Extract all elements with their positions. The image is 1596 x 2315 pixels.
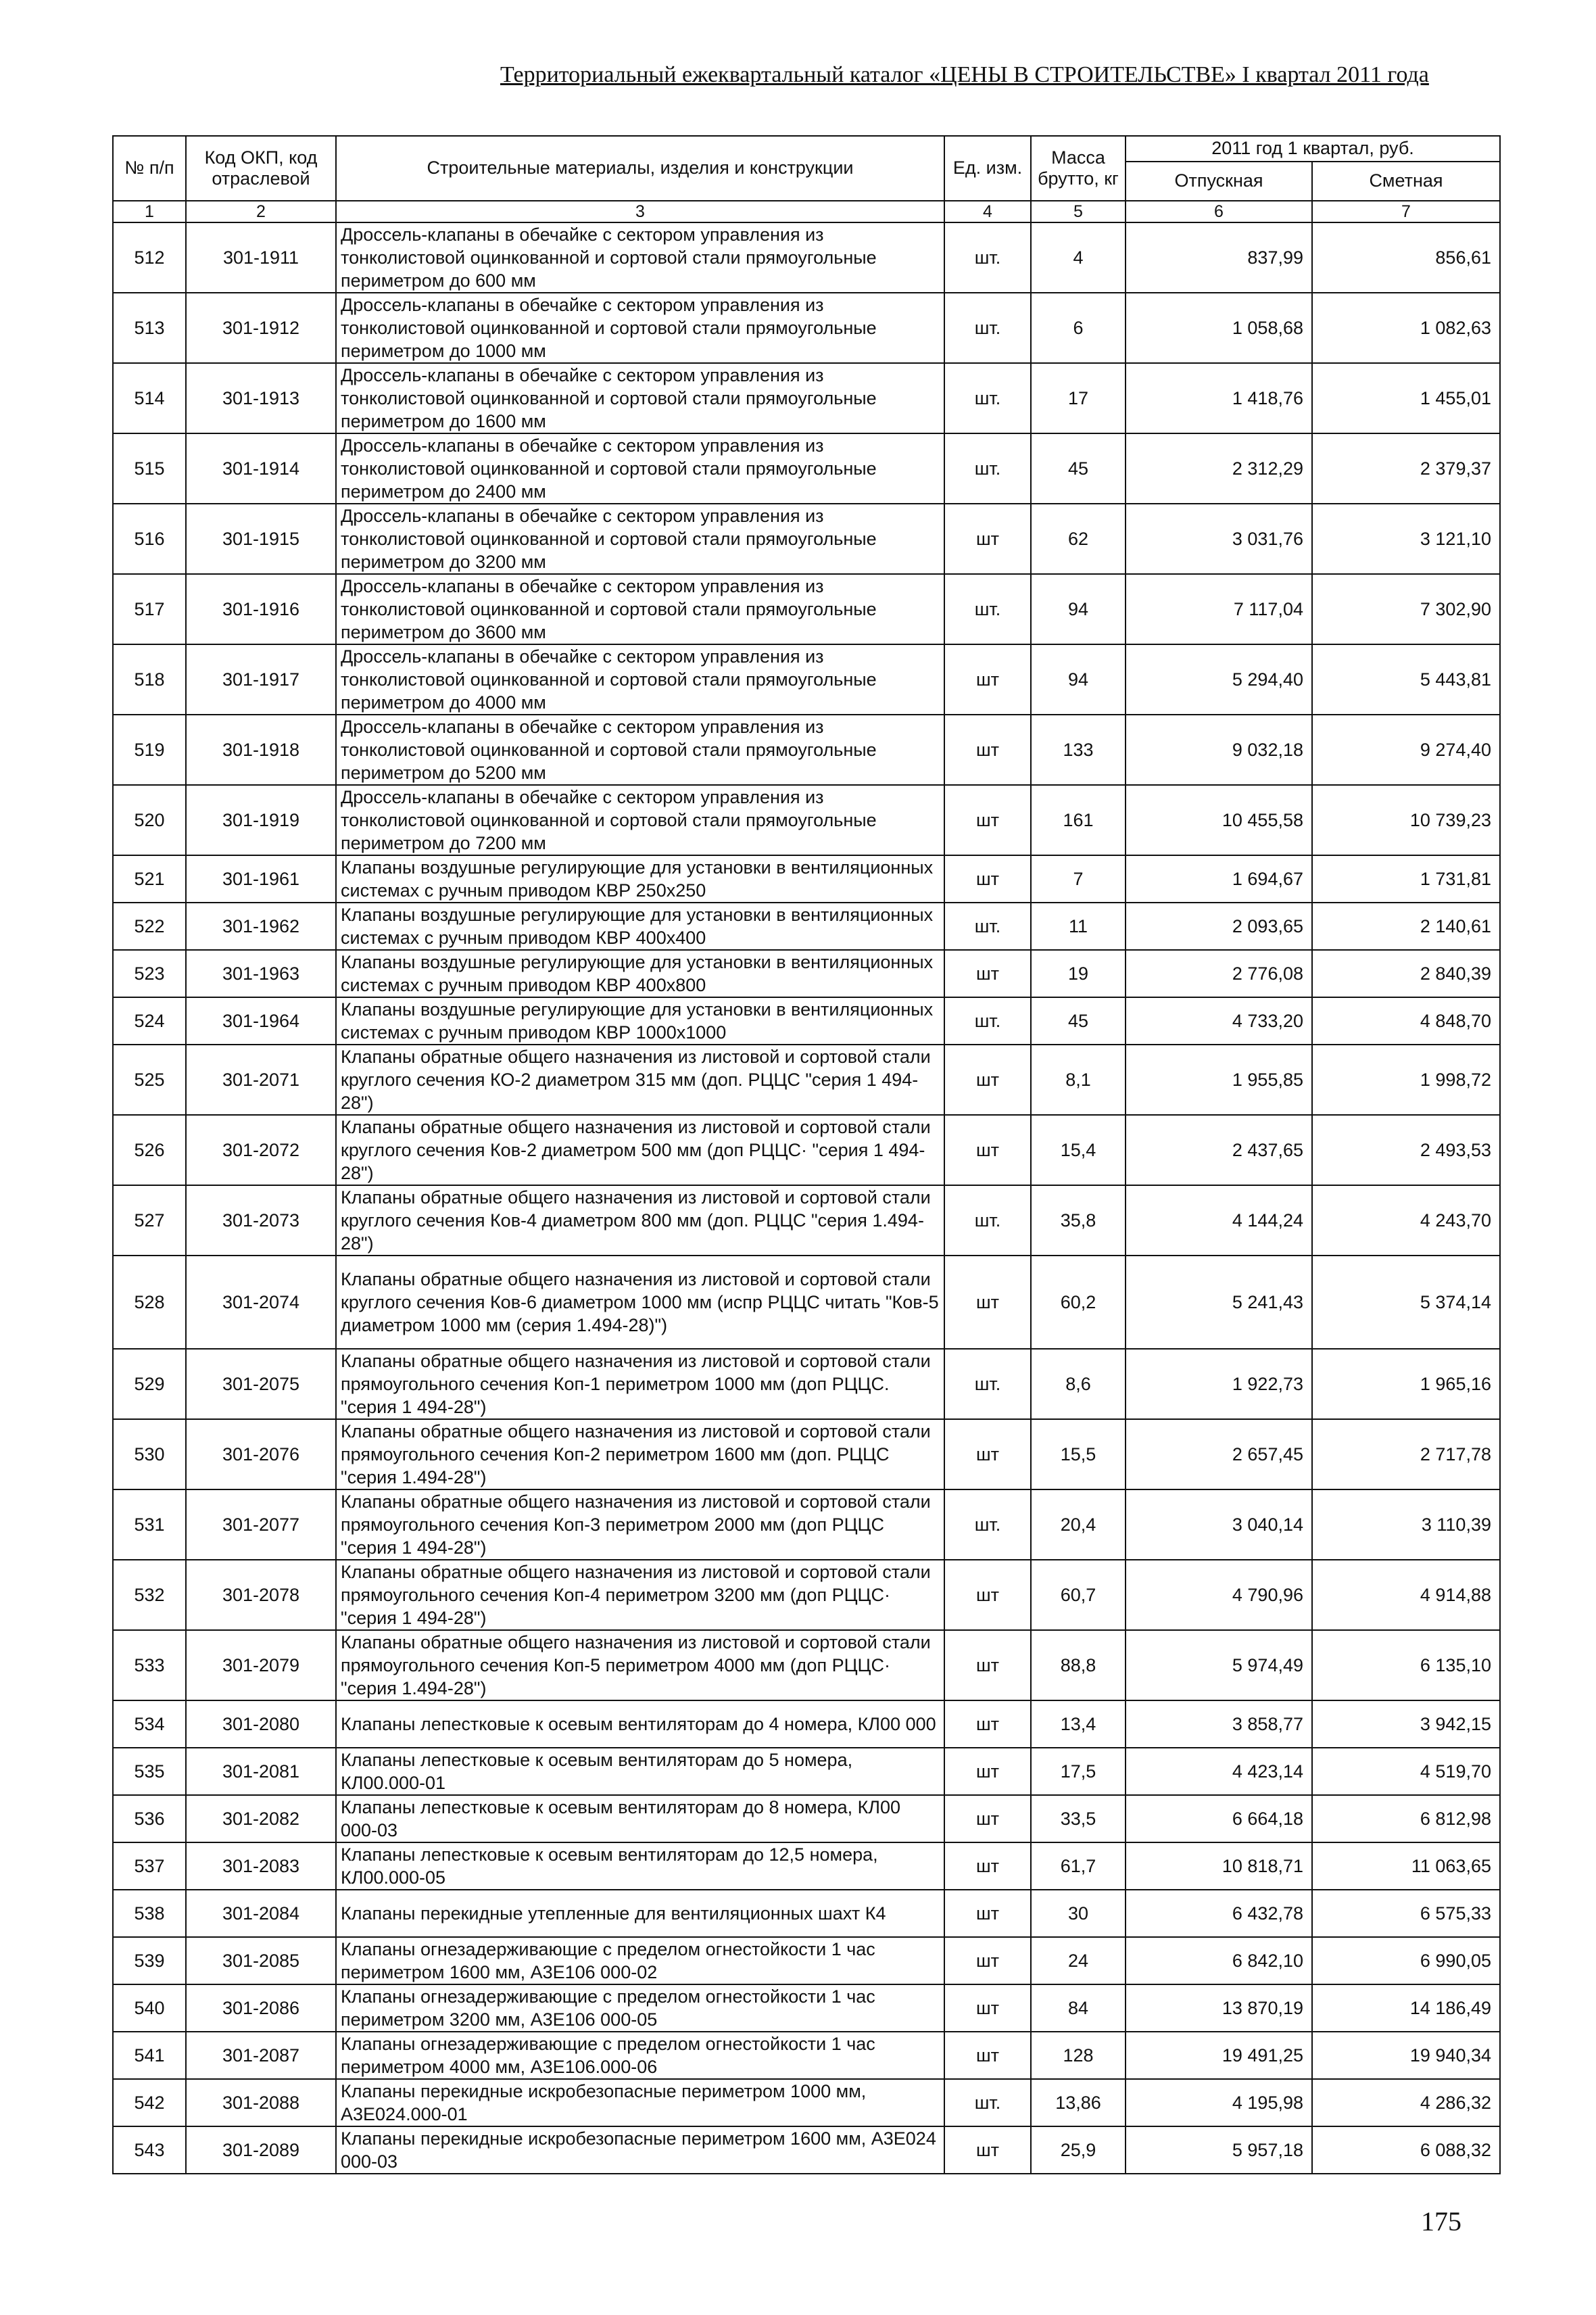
row-number: 532 bbox=[113, 1560, 186, 1630]
release-price: 3 031,76 bbox=[1126, 504, 1312, 574]
unit-of-measure: шт bbox=[944, 2032, 1031, 2079]
estimate-price: 1 731,81 bbox=[1312, 855, 1500, 903]
gross-mass: 7 bbox=[1031, 855, 1126, 903]
table-row bbox=[113, 644, 1500, 715]
table-row bbox=[113, 222, 1500, 293]
gross-mass: 61,7 bbox=[1031, 1842, 1126, 1890]
unit-of-measure: шт bbox=[944, 1630, 1031, 1700]
row-number: 531 bbox=[113, 1489, 186, 1560]
unit-of-measure: шт bbox=[944, 1700, 1031, 1748]
gross-mass: 128 bbox=[1031, 2032, 1126, 2079]
estimate-price: 2 717,78 bbox=[1312, 1419, 1500, 1489]
row-number: 512 bbox=[113, 222, 186, 293]
gross-mass: 19 bbox=[1031, 950, 1126, 997]
unit-of-measure: шт bbox=[944, 1937, 1031, 1984]
release-price: 2 776,08 bbox=[1126, 950, 1312, 997]
column-number: 1 bbox=[113, 201, 186, 222]
estimate-price: 4 519,70 bbox=[1312, 1748, 1500, 1795]
table-row bbox=[113, 1748, 1500, 1795]
okp-code: 301-1914 bbox=[186, 433, 336, 504]
col-header-code: Код ОКП, код отраслевой bbox=[186, 136, 336, 201]
unit-of-measure: шт. bbox=[944, 997, 1031, 1045]
gross-mass: 30 bbox=[1031, 1890, 1126, 1937]
gross-mass: 133 bbox=[1031, 715, 1126, 785]
material-name: Клапаны воздушные регулирующие для установки в вентиляционных системах с ручным приводом КВР 250х250 bbox=[336, 855, 944, 903]
table-row bbox=[113, 1349, 1500, 1419]
table-row bbox=[113, 1185, 1500, 1256]
unit-of-measure: шт. bbox=[944, 363, 1031, 433]
okp-code: 301-1916 bbox=[186, 574, 336, 644]
estimate-price: 11 063,65 bbox=[1312, 1842, 1500, 1890]
row-number: 533 bbox=[113, 1630, 186, 1700]
unit-of-measure: шт bbox=[944, 950, 1031, 997]
column-number: 7 bbox=[1312, 201, 1500, 222]
release-price: 6 432,78 bbox=[1126, 1890, 1312, 1937]
material-name: Клапаны лепестковые к осевым вентиляторам до 5 номера, КЛ00.000-01 bbox=[336, 1748, 944, 1795]
table-row bbox=[113, 1937, 1500, 1984]
row-number: 529 bbox=[113, 1349, 186, 1419]
row-number: 530 bbox=[113, 1419, 186, 1489]
okp-code: 301-2089 bbox=[186, 2126, 336, 2174]
material-name: Клапаны обратные общего назначения из листовой и сортовой стали круглого сечения КО-2 диаметром 315 мм (доп. РЦЦС "серия 1 494-28") bbox=[336, 1045, 944, 1115]
column-number: 5 bbox=[1031, 201, 1126, 222]
catalog-header: Территориальный ежеквартальный каталог «ЦЕНЫ В СТРОИТЕЛЬСТВЕ» I квартал 2011 года bbox=[500, 62, 1429, 87]
release-price: 2 093,65 bbox=[1126, 903, 1312, 950]
release-price: 6 842,10 bbox=[1126, 1937, 1312, 1984]
estimate-price: 6 812,98 bbox=[1312, 1795, 1500, 1842]
col-header-unit: Ед. изм. bbox=[944, 136, 1031, 201]
material-name: Клапаны огнезадерживающие с пределом огнестойкости 1 час периметром 1600 мм, А3Е106 000-02 bbox=[336, 1937, 944, 1984]
unit-of-measure: шт bbox=[944, 1984, 1031, 2032]
unit-of-measure: шт. bbox=[944, 574, 1031, 644]
table-row bbox=[113, 1842, 1500, 1890]
table-row bbox=[113, 2079, 1500, 2126]
estimate-price: 6 135,10 bbox=[1312, 1630, 1500, 1700]
estimate-price: 3 110,39 bbox=[1312, 1489, 1500, 1560]
table-row bbox=[113, 903, 1500, 950]
unit-of-measure: шт. bbox=[944, 1185, 1031, 1256]
okp-code: 301-2074 bbox=[186, 1256, 336, 1349]
unit-of-measure: шт bbox=[944, 785, 1031, 855]
table-body bbox=[113, 222, 1500, 2174]
unit-of-measure: шт bbox=[944, 1045, 1031, 1115]
okp-code: 301-2084 bbox=[186, 1890, 336, 1937]
row-number: 520 bbox=[113, 785, 186, 855]
table-row bbox=[113, 433, 1500, 504]
estimate-price: 2 493,53 bbox=[1312, 1115, 1500, 1185]
gross-mass: 13,86 bbox=[1031, 2079, 1126, 2126]
okp-code: 301-1917 bbox=[186, 644, 336, 715]
table-row bbox=[113, 1700, 1500, 1748]
table-row bbox=[113, 855, 1500, 903]
material-name: Клапаны перекидные искробезопасные периметром 1600 мм, А3Е024 000-03 bbox=[336, 2126, 944, 2174]
row-number: 535 bbox=[113, 1748, 186, 1795]
gross-mass: 11 bbox=[1031, 903, 1126, 950]
estimate-price: 2 840,39 bbox=[1312, 950, 1500, 997]
row-number: 517 bbox=[113, 574, 186, 644]
release-price: 9 032,18 bbox=[1126, 715, 1312, 785]
okp-code: 301-1962 bbox=[186, 903, 336, 950]
table-row bbox=[113, 715, 1500, 785]
estimate-price: 5 443,81 bbox=[1312, 644, 1500, 715]
unit-of-measure: шт. bbox=[944, 293, 1031, 363]
gross-mass: 15,4 bbox=[1031, 1115, 1126, 1185]
material-name: Клапаны обратные общего назначения из листовой и сортовой стали круглого сечения Ков-4 диаметром 800 мм (доп. РЦЦС "серия 1.494-28") bbox=[336, 1185, 944, 1256]
table-row bbox=[113, 2126, 1500, 2174]
table-row bbox=[113, 293, 1500, 363]
table-row bbox=[113, 1795, 1500, 1842]
release-price: 2 437,65 bbox=[1126, 1115, 1312, 1185]
release-price: 837,99 bbox=[1126, 222, 1312, 293]
gross-mass: 17,5 bbox=[1031, 1748, 1126, 1795]
okp-code: 301-1911 bbox=[186, 222, 336, 293]
table-row bbox=[113, 2032, 1500, 2079]
row-number: 514 bbox=[113, 363, 186, 433]
material-name: Дроссель-клапаны в обечайке с сектором управления из тонколистовой оцинкованной и сортовой стали прямоугольные периметром до 1600 мм bbox=[336, 363, 944, 433]
estimate-price: 19 940,34 bbox=[1312, 2032, 1500, 2079]
release-price: 2 312,29 bbox=[1126, 433, 1312, 504]
release-price: 10 818,71 bbox=[1126, 1842, 1312, 1890]
row-number: 543 bbox=[113, 2126, 186, 2174]
gross-mass: 8,1 bbox=[1031, 1045, 1126, 1115]
row-number: 536 bbox=[113, 1795, 186, 1842]
material-name: Дроссель-клапаны в обечайке с сектором управления из тонколистовой оцинкованной и сортовой стали прямоугольные периметром до 5200 мм bbox=[336, 715, 944, 785]
material-name: Дроссель-клапаны в обечайке с сектором управления из тонколистовой оцинкованной и сортовой стали прямоугольные периметром до 4000 мм bbox=[336, 644, 944, 715]
col-header-estimate: Сметная bbox=[1312, 162, 1500, 201]
row-number: 521 bbox=[113, 855, 186, 903]
gross-mass: 17 bbox=[1031, 363, 1126, 433]
estimate-price: 1 965,16 bbox=[1312, 1349, 1500, 1419]
gross-mass: 94 bbox=[1031, 574, 1126, 644]
material-name: Клапаны перекидные искробезопасные периметром 1000 мм, А3Е024.000-01 bbox=[336, 2079, 944, 2126]
unit-of-measure: шт bbox=[944, 855, 1031, 903]
release-price: 4 144,24 bbox=[1126, 1185, 1312, 1256]
table-row bbox=[113, 574, 1500, 644]
okp-code: 301-2080 bbox=[186, 1700, 336, 1748]
unit-of-measure: шт bbox=[944, 1795, 1031, 1842]
price-table bbox=[112, 135, 1501, 2174]
material-name: Клапаны обратные общего назначения из листовой и сортовой стали прямоугольного сечения Коп-3 периметром 2000 мм (доп РЦЦС "серия 1 494-28") bbox=[336, 1489, 944, 1560]
material-name: Клапаны воздушные регулирующие для установки в вентиляционных системах с ручным приводом КВР 1000х1000 bbox=[336, 997, 944, 1045]
estimate-price: 6 088,32 bbox=[1312, 2126, 1500, 2174]
okp-code: 301-2076 bbox=[186, 1419, 336, 1489]
row-number: 513 bbox=[113, 293, 186, 363]
row-number: 528 bbox=[113, 1256, 186, 1349]
release-price: 1 418,76 bbox=[1126, 363, 1312, 433]
col-header-period: 2011 год 1 квартал, руб. bbox=[1126, 136, 1500, 162]
column-number: 4 bbox=[944, 201, 1031, 222]
gross-mass: 94 bbox=[1031, 644, 1126, 715]
column-number: 3 bbox=[336, 201, 944, 222]
release-price: 1 058,68 bbox=[1126, 293, 1312, 363]
table-row bbox=[113, 1115, 1500, 1185]
okp-code: 301-2079 bbox=[186, 1630, 336, 1700]
column-number: 2 bbox=[186, 201, 336, 222]
okp-code: 301-2081 bbox=[186, 1748, 336, 1795]
release-price: 3 858,77 bbox=[1126, 1700, 1312, 1748]
material-name: Клапаны обратные общего назначения из листовой и сортовой стали круглого сечения Ков-6 диаметром 1000 мм (испр РЦЦС читать "Ков-5 диаметром 1000 мм (серия 1.494-28)") bbox=[336, 1256, 944, 1349]
unit-of-measure: шт bbox=[944, 1560, 1031, 1630]
column-number-row bbox=[113, 201, 1500, 222]
release-price: 1 955,85 bbox=[1126, 1045, 1312, 1115]
okp-code: 301-1918 bbox=[186, 715, 336, 785]
estimate-price: 4 286,32 bbox=[1312, 2079, 1500, 2126]
okp-code: 301-2086 bbox=[186, 1984, 336, 2032]
gross-mass: 20,4 bbox=[1031, 1489, 1126, 1560]
table-row bbox=[113, 1256, 1500, 1349]
material-name: Клапаны перекидные утепленные для вентиляционных шахт К4 bbox=[336, 1890, 944, 1937]
gross-mass: 25,9 bbox=[1031, 2126, 1126, 2174]
gross-mass: 6 bbox=[1031, 293, 1126, 363]
release-price: 1 694,67 bbox=[1126, 855, 1312, 903]
material-name: Клапаны обратные общего назначения из листовой и сортовой стали прямоугольного сечения Коп-2 периметром 1600 мм (доп. РЦЦС "серия 1.494-28") bbox=[336, 1419, 944, 1489]
estimate-price: 3 942,15 bbox=[1312, 1700, 1500, 1748]
col-header-num: № п/п bbox=[113, 136, 186, 201]
col-header-mass: Масса брутто, кг bbox=[1031, 136, 1126, 201]
column-number: 6 bbox=[1126, 201, 1312, 222]
unit-of-measure: шт bbox=[944, 1419, 1031, 1489]
page-number: 175 bbox=[1421, 2206, 1461, 2237]
table-row bbox=[113, 504, 1500, 574]
col-header-name: Строительные материалы, изделия и конструкции bbox=[336, 136, 944, 201]
gross-mass: 35,8 bbox=[1031, 1185, 1126, 1256]
gross-mass: 15,5 bbox=[1031, 1419, 1126, 1489]
okp-code: 301-1913 bbox=[186, 363, 336, 433]
estimate-price: 5 374,14 bbox=[1312, 1256, 1500, 1349]
material-name: Клапаны обратные общего назначения из листовой и сортовой стали круглого сечения Ков-2 диаметром 500 мм (доп РЦЦС· "серия 1 494-28") bbox=[336, 1115, 944, 1185]
okp-code: 301-2073 bbox=[186, 1185, 336, 1256]
estimate-price: 3 121,10 bbox=[1312, 504, 1500, 574]
okp-code: 301-2071 bbox=[186, 1045, 336, 1115]
estimate-price: 6 990,05 bbox=[1312, 1937, 1500, 1984]
gross-mass: 33,5 bbox=[1031, 1795, 1126, 1842]
material-name: Клапаны лепестковые к осевым вентиляторам до 8 номера, КЛ00 000-03 bbox=[336, 1795, 944, 1842]
unit-of-measure: шт bbox=[944, 2126, 1031, 2174]
release-price: 19 491,25 bbox=[1126, 2032, 1312, 2079]
material-name: Клапаны лепестковые к осевым вентиляторам до 4 номера, КЛ00 000 bbox=[336, 1700, 944, 1748]
release-price: 4 423,14 bbox=[1126, 1748, 1312, 1795]
row-number: 538 bbox=[113, 1890, 186, 1937]
table-row bbox=[113, 1489, 1500, 1560]
unit-of-measure: шт bbox=[944, 1748, 1031, 1795]
table-row bbox=[113, 363, 1500, 433]
material-name: Дроссель-клапаны в обечайке с сектором управления из тонколистовой оцинкованной и сортовой стали прямоугольные периметром до 3200 мм bbox=[336, 504, 944, 574]
unit-of-measure: шт bbox=[944, 1842, 1031, 1890]
okp-code: 301-2085 bbox=[186, 1937, 336, 1984]
row-number: 540 bbox=[113, 1984, 186, 2032]
unit-of-measure: шт. bbox=[944, 1349, 1031, 1419]
unit-of-measure: шт bbox=[944, 1256, 1031, 1349]
material-name: Клапаны лепестковые к осевым вентиляторам до 12,5 номера, КЛ00.000-05 bbox=[336, 1842, 944, 1890]
estimate-price: 4 243,70 bbox=[1312, 1185, 1500, 1256]
gross-mass: 8,6 bbox=[1031, 1349, 1126, 1419]
material-name: Клапаны огнезадерживающие с пределом огнестойкости 1 час периметром 4000 мм, А3Е106.000-06 bbox=[336, 2032, 944, 2079]
release-price: 13 870,19 bbox=[1126, 1984, 1312, 2032]
material-name: Клапаны огнезадерживающие с пределом огнестойкости 1 час периметром 3200 мм, А3Е106 000-05 bbox=[336, 1984, 944, 2032]
unit-of-measure: шт bbox=[944, 644, 1031, 715]
row-number: 518 bbox=[113, 644, 186, 715]
table-row bbox=[113, 1984, 1500, 2032]
material-name: Клапаны обратные общего назначения из листовой и сортовой стали прямоугольного сечения Коп-1 периметром 1000 мм (доп РЦЦС. "серия 1 494-28") bbox=[336, 1349, 944, 1419]
unit-of-measure: шт bbox=[944, 1890, 1031, 1937]
okp-code: 301-1919 bbox=[186, 785, 336, 855]
gross-mass: 4 bbox=[1031, 222, 1126, 293]
table-row bbox=[113, 1630, 1500, 1700]
row-number: 539 bbox=[113, 1937, 186, 1984]
gross-mass: 84 bbox=[1031, 1984, 1126, 2032]
row-number: 525 bbox=[113, 1045, 186, 1115]
row-number: 523 bbox=[113, 950, 186, 997]
row-number: 524 bbox=[113, 997, 186, 1045]
gross-mass: 13,4 bbox=[1031, 1700, 1126, 1748]
table-row bbox=[113, 950, 1500, 997]
estimate-price: 2 140,61 bbox=[1312, 903, 1500, 950]
release-price: 2 657,45 bbox=[1126, 1419, 1312, 1489]
material-name: Дроссель-клапаны в обечайке с сектором управления из тонколистовой оцинкованной и сортовой стали прямоугольные периметром до 600 мм bbox=[336, 222, 944, 293]
row-number: 527 bbox=[113, 1185, 186, 1256]
estimate-price: 10 739,23 bbox=[1312, 785, 1500, 855]
material-name: Клапаны воздушные регулирующие для установки в вентиляционных системах с ручным приводом КВР 400х800 bbox=[336, 950, 944, 997]
estimate-price: 856,61 bbox=[1312, 222, 1500, 293]
release-price: 5 294,40 bbox=[1126, 644, 1312, 715]
okp-code: 301-2075 bbox=[186, 1349, 336, 1419]
row-number: 537 bbox=[113, 1842, 186, 1890]
estimate-price: 7 302,90 bbox=[1312, 574, 1500, 644]
estimate-price: 1 082,63 bbox=[1312, 293, 1500, 363]
release-price: 3 040,14 bbox=[1126, 1489, 1312, 1560]
material-name: Клапаны обратные общего назначения из листовой и сортовой стали прямоугольного сечения Коп-5 периметром 4000 мм (доп РЦЦС· "серия 1.494-28") bbox=[336, 1630, 944, 1700]
estimate-price: 9 274,40 bbox=[1312, 715, 1500, 785]
release-price: 5 957,18 bbox=[1126, 2126, 1312, 2174]
okp-code: 301-2082 bbox=[186, 1795, 336, 1842]
release-price: 10 455,58 bbox=[1126, 785, 1312, 855]
okp-code: 301-1964 bbox=[186, 997, 336, 1045]
estimate-price: 1 455,01 bbox=[1312, 363, 1500, 433]
unit-of-measure: шт. bbox=[944, 903, 1031, 950]
release-price: 6 664,18 bbox=[1126, 1795, 1312, 1842]
col-header-release: Отпускная bbox=[1126, 162, 1312, 201]
gross-mass: 60,7 bbox=[1031, 1560, 1126, 1630]
okp-code: 301-1963 bbox=[186, 950, 336, 997]
estimate-price: 4 914,88 bbox=[1312, 1560, 1500, 1630]
row-number: 542 bbox=[113, 2079, 186, 2126]
release-price: 4 790,96 bbox=[1126, 1560, 1312, 1630]
estimate-price: 2 379,37 bbox=[1312, 433, 1500, 504]
row-number: 522 bbox=[113, 903, 186, 950]
release-price: 5 974,49 bbox=[1126, 1630, 1312, 1700]
table-row bbox=[113, 1560, 1500, 1630]
estimate-price: 1 998,72 bbox=[1312, 1045, 1500, 1115]
unit-of-measure: шт bbox=[944, 715, 1031, 785]
gross-mass: 88,8 bbox=[1031, 1630, 1126, 1700]
gross-mass: 45 bbox=[1031, 997, 1126, 1045]
estimate-price: 14 186,49 bbox=[1312, 1984, 1500, 2032]
release-price: 1 922,73 bbox=[1126, 1349, 1312, 1419]
unit-of-measure: шт. bbox=[944, 433, 1031, 504]
table-row bbox=[113, 1890, 1500, 1937]
row-number: 526 bbox=[113, 1115, 186, 1185]
row-number: 519 bbox=[113, 715, 186, 785]
material-name: Клапаны обратные общего назначения из листовой и сортовой стали прямоугольного сечения Коп-4 периметром 3200 мм (доп РЦЦС· "серия 1 494-28") bbox=[336, 1560, 944, 1630]
table-row bbox=[113, 1419, 1500, 1489]
unit-of-measure: шт. bbox=[944, 1489, 1031, 1560]
unit-of-measure: шт bbox=[944, 504, 1031, 574]
release-price: 4 195,98 bbox=[1126, 2079, 1312, 2126]
gross-mass: 45 bbox=[1031, 433, 1126, 504]
okp-code: 301-2072 bbox=[186, 1115, 336, 1185]
okp-code: 301-2077 bbox=[186, 1489, 336, 1560]
release-price: 5 241,43 bbox=[1126, 1256, 1312, 1349]
gross-mass: 62 bbox=[1031, 504, 1126, 574]
material-name: Дроссель-клапаны в обечайке с сектором управления из тонколистовой оцинкованной и сортовой стали прямоугольные периметром до 2400 мм bbox=[336, 433, 944, 504]
material-name: Дроссель-клапаны в обечайке с сектором управления из тонколистовой оцинкованной и сортовой стали прямоугольные периметром до 7200 мм bbox=[336, 785, 944, 855]
unit-of-measure: шт. bbox=[944, 222, 1031, 293]
row-number: 515 bbox=[113, 433, 186, 504]
estimate-price: 6 575,33 bbox=[1312, 1890, 1500, 1937]
unit-of-measure: шт bbox=[944, 1115, 1031, 1185]
material-name: Клапаны воздушные регулирующие для установки в вентиляционных системах с ручным приводом КВР 400х400 bbox=[336, 903, 944, 950]
okp-code: 301-2088 bbox=[186, 2079, 336, 2126]
row-number: 541 bbox=[113, 2032, 186, 2079]
material-name: Дроссель-клапаны в обечайке с сектором управления из тонколистовой оцинкованной и сортовой стали прямоугольные периметром до 1000 мм bbox=[336, 293, 944, 363]
row-number: 516 bbox=[113, 504, 186, 574]
release-price: 4 733,20 bbox=[1126, 997, 1312, 1045]
okp-code: 301-1912 bbox=[186, 293, 336, 363]
release-price: 7 117,04 bbox=[1126, 574, 1312, 644]
estimate-price: 4 848,70 bbox=[1312, 997, 1500, 1045]
row-number: 534 bbox=[113, 1700, 186, 1748]
gross-mass: 24 bbox=[1031, 1937, 1126, 1984]
table-row bbox=[113, 1045, 1500, 1115]
okp-code: 301-2078 bbox=[186, 1560, 336, 1630]
okp-code: 301-1915 bbox=[186, 504, 336, 574]
gross-mass: 161 bbox=[1031, 785, 1126, 855]
okp-code: 301-2083 bbox=[186, 1842, 336, 1890]
unit-of-measure: шт. bbox=[944, 2079, 1031, 2126]
table-row bbox=[113, 785, 1500, 855]
okp-code: 301-1961 bbox=[186, 855, 336, 903]
okp-code: 301-2087 bbox=[186, 2032, 336, 2079]
gross-mass: 60,2 bbox=[1031, 1256, 1126, 1349]
table-row bbox=[113, 997, 1500, 1045]
material-name: Дроссель-клапаны в обечайке с сектором управления из тонколистовой оцинкованной и сортовой стали прямоугольные периметром до 3600 мм bbox=[336, 574, 944, 644]
